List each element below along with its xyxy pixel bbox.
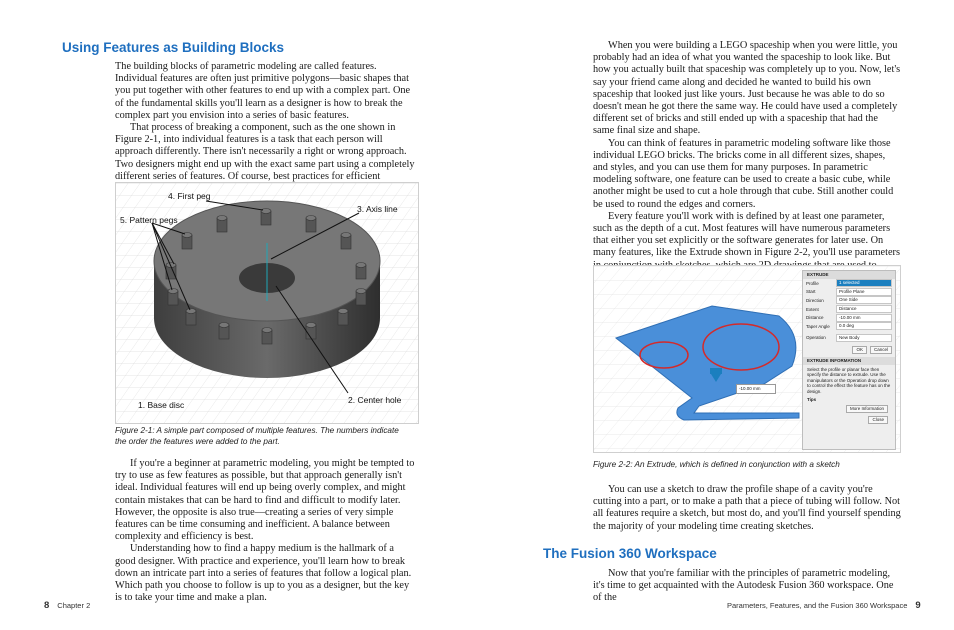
right-footer [727,600,921,611]
paragraph: That process of breaking a component, such as the one shown in Figure 2-1, into individual features is a task that each person will approach differently. There isn't necessarily a right or wrong approach. Two designers might end up with the exact same part using a completely different series of features. Of course, best practices for efficient [115,122,415,182]
tips-toggle[interactable]: Tips [807,397,817,403]
param-label: Distance [806,315,824,321]
cancel-button[interactable]: Cancel [870,346,892,354]
figure-2-2-caption: Figure 2-2: An Extrude, which is defined in conjunction with a sketch [593,460,840,469]
running-title: Parameters, Features, and the Fusion 360 Workspace [727,601,908,610]
paragraph: Now that you're familiar with the principles of parametric modeling, it's time to get acquainted with the Autodesk Fusion 360 workspace. One of the [593,568,894,604]
part-illustration [116,183,418,423]
left-footer [44,600,90,611]
label-base-disc: 1. Base disc [138,400,185,410]
close-button[interactable]: Close [868,416,888,424]
param-value[interactable]: -10.00 mm [836,314,892,322]
param-row-start[interactable] [803,288,895,297]
param-value[interactable]: One Side [836,296,892,304]
label-center-hole: 2. Center hole [348,395,402,405]
paragraph: If you're a beginner at parametric modeling, you might be tempted to try to use as few features as possible, but that approach generally isn't ideal. Individual features will end up being overly complex, and might contain mistakes that can be hard to find and difficult to modify later. However, the opposite is also true—creating a series of very simple features can be time consuming and inefficient. A balance between complexity and efficiency is best. [115,458,415,543]
sketch-text [593,484,901,533]
ok-button[interactable]: OK [852,346,867,354]
extrude-panel [802,270,896,450]
info-title: EXTRUDE INFORMATION [803,357,895,365]
figure-2-1-caption: Figure 2-1: A simple part composed of multiple features. The numbers indicate the order the features were added to the part. [115,426,399,446]
paragraph: Every feature you'll work with is defined by at least one parameter, such as the depth of a cut. Most features will have numerous parameters that either you set explicitly or the software generates for later use. On many features, like the Extrude shown in Figure 2-2, you'll use parameters [593,210,900,259]
param-value[interactable]: Profile Plane [836,288,892,296]
param-label: Direction [806,297,824,303]
lego-text [593,40,901,284]
label-first-peg: 4. First peg [168,191,211,201]
param-row-operation[interactable] [803,334,895,343]
label-pattern-pegs: 5. Pattern pegs [120,215,178,225]
param-label: Extent [806,306,819,312]
param-value[interactable]: 0.0 deg [836,322,892,330]
manipulator-handle[interactable] [710,368,722,374]
right-page [477,0,954,630]
param-value[interactable]: Distance [836,305,892,313]
figure-2-2 [593,265,901,453]
param-label: Profile [806,280,819,286]
param-row-taper[interactable] [803,322,895,331]
section-heading-features: Using Features as Building Blocks [62,40,285,55]
panel-title: EXTRUDE [803,271,895,279]
page-number: 9 [915,600,921,611]
paragraph: You can think of features in parametric modeling software like those individual LEGO bricks. The bricks come in all different sizes, shapes, and styles, and you can use them for many purposes. In parametric modeling software, one feature can be used to create a basic cube, while another might be used to cut a hole through that cube. Still another could be used to round the edges and corners. [593,137,894,210]
intro-text [115,61,415,195]
param-row-extent[interactable] [803,305,895,314]
param-label: Operation [806,335,826,341]
param-row-distance[interactable] [803,313,895,322]
figure-2-1 [115,182,419,424]
section-heading-workspace: The Fusion 360 Workspace [543,546,717,561]
param-label: Start [806,289,816,295]
param-value[interactable]: New Body [836,334,892,342]
chapter-label: Chapter 2 [57,601,91,610]
info-text: Select the profile or planar face then specify the distance to extrude. Use the manipulators or the Operation drop down to control the effect the feature has on the design. [807,366,891,394]
paragraph: You can use a sketch to draw the profile shape of a cavity you're cutting into a part, or to make a path that a piece of tubing will follow. Not all features require a sketch, but most do, and you'll find yourself spending the majority of your modeling time creating sketches. [593,484,901,532]
panel-buttons [803,346,895,355]
body-text-lower [115,458,415,604]
more-information-button[interactable]: More Information [846,405,888,413]
paragraph: The building blocks of parametric modeling are called features. Individual features are often just primitive polygons—basic shapes that you put together with other features to end up with a complex part. One of the fundamental skills you'll learn as a designer is how to break the complex part you envision into a series of basic features. [115,61,411,121]
page-number: 8 [44,600,50,611]
param-row-direction[interactable] [803,296,895,305]
label-axis-line: 3. Axis line [357,204,398,214]
distance-input[interactable]: -10.00 mm [736,384,776,394]
param-value[interactable]: 1 selected [836,279,892,287]
paragraph: Understanding how to find a happy medium is the hallmark of a good designer. With practice and experience, you'll learn how to break down an intricate part into a series of features that follow a logical plan. Which path you choose to follow is up to you as a designer, but the key is to take your time and make a plan. [115,543,412,604]
param-row-profile[interactable] [803,279,895,288]
paragraph: When you were building a LEGO spaceship when you were little, you probably had an idea of what you wanted the spaceship to look like. But how you actually built that spaceship was completely up to you. Now, let's say your friend came along and decided he wanted to build his own spaceship that looked just like yours. Just because he was able to do so doesn't mean he got there the same way. He could have used a completely different set of bricks and still ended up with a spaceship that had the same final size and shape. [593,40,901,137]
param-label: Taper Angle [806,323,830,329]
